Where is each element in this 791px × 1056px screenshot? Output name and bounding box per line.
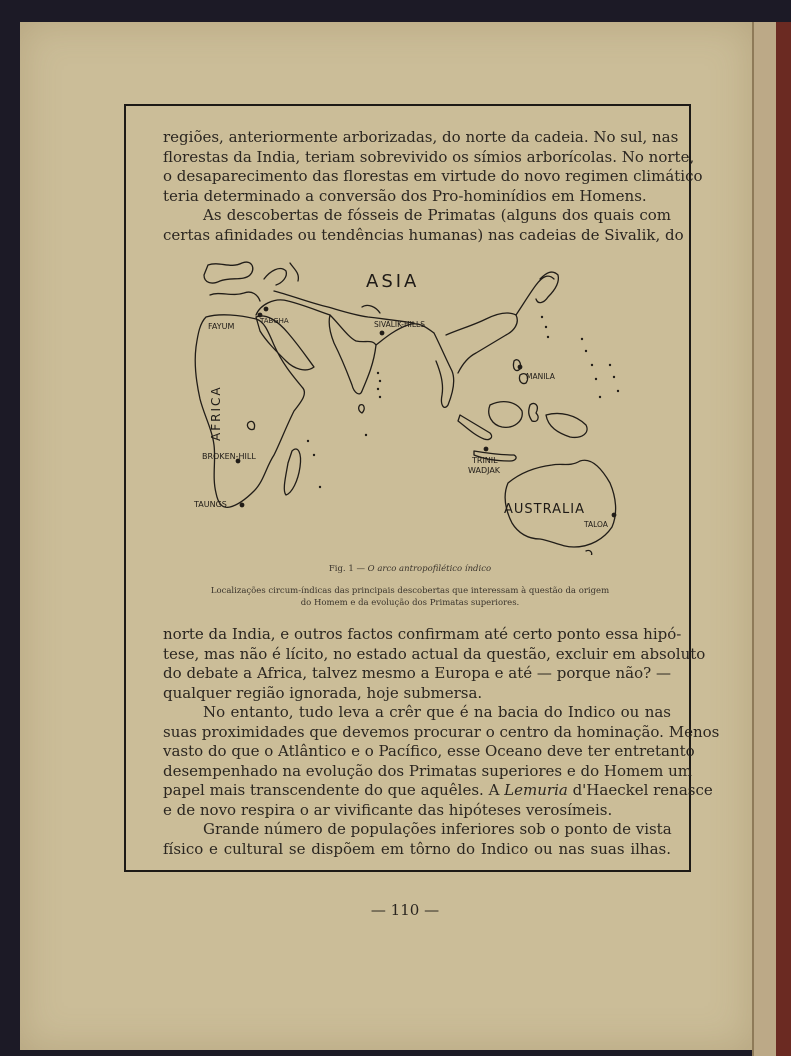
paragraph-line: norte da India, e outros factos confirmam até certo ponto essa hipó- — [163, 625, 682, 643]
paragraph-4 — [163, 703, 720, 820]
india-coast — [329, 315, 376, 394]
paragraph-line: suas proximidades que devemos procurar o centro da hominação. Menos — [163, 722, 720, 741]
sivalik-hills-line — [362, 305, 380, 313]
caption-prefix: Fig. 1 — — [328, 564, 368, 574]
label-africa: AFRICA — [209, 385, 223, 441]
paragraph-line: certas afinidades ou tendências humanas) nas cadeias de Sivalik, do — [163, 225, 684, 244]
label-sivalik-hills: SIVALIK-HILLS — [374, 320, 425, 329]
paragraph-line: desempenhado na evolução dos Primatas superiores e do Homem um — [163, 761, 693, 780]
europe-coast — [204, 262, 253, 283]
paragraph-line: e de novo respira o ar vivificante das hipóteses verosímeis. — [163, 800, 613, 819]
paragraph-line: As descobertas de fósseis de Primatas (alguns dos quais com — [203, 206, 671, 224]
figure-caption-line-2: do Homem e da evolução dos Primatas superiores. — [300, 598, 520, 608]
ceylon — [359, 405, 364, 413]
paragraph-1 — [163, 128, 703, 206]
label-wadjak: WADJAK — [468, 466, 501, 475]
paragraph-line: regiões, anteriormente arborizadas, do norte da cadeia. No sul, nas — [163, 128, 679, 146]
label-taloa: TALOA — [584, 520, 608, 529]
black-sea — [264, 269, 286, 285]
new-guinea — [546, 413, 587, 437]
paragraph-5 — [163, 820, 671, 859]
line-end: d'Haeckel renasce — [567, 781, 713, 799]
paragraph-2 — [163, 206, 684, 245]
borneo — [489, 402, 523, 428]
tabgha-marker — [264, 307, 269, 312]
paragraph-line: qualquer região ignorada, hoje submersa. — [163, 683, 483, 702]
figure-caption-line-1: Localizações circum-índicas das principais descobertas que interessam à questão da origem — [210, 586, 610, 596]
figure-map — [190, 255, 630, 555]
lemuria-term: Lemuria — [504, 781, 568, 799]
label-manila: MANILA — [526, 372, 555, 381]
caspian-sea — [290, 263, 298, 281]
paragraph-line: físico e cultural se dispõem em tôrno do Indico ou nas suas ilhas. — [163, 839, 671, 858]
page-number: — 110 — — [370, 901, 440, 919]
paragraph-line — [163, 781, 713, 801]
mediterranean-coast — [210, 292, 260, 301]
sivalik-marker — [380, 331, 385, 336]
book-cover-edge — [776, 22, 791, 1056]
label-fayum: FAYUM — [208, 322, 235, 331]
label-trinil: TRINIL — [472, 456, 498, 465]
taungs-marker — [240, 503, 245, 508]
label-tabgha: TABGHA — [260, 317, 289, 325]
paragraph-line: tese, mas não é lícito, no estado actual da questão, excluir em absoluto — [163, 644, 706, 663]
label-australia: AUSTRALIA — [504, 502, 585, 517]
manila-marker — [518, 365, 523, 370]
paragraph-line: florestas da India, teriam sobrevivido os símios arborícolas. No norte, — [163, 147, 695, 166]
himalaya-range — [274, 291, 414, 323]
indian-ocean-map — [190, 255, 630, 555]
tasmania — [586, 550, 592, 555]
paragraph-line: vasto do que o Atlântico e o Pacífico, esse Oceano deve ter entretanto — [163, 742, 695, 760]
label-taungs: TAUNGS — [194, 500, 227, 509]
caption-title: O arco antropofilético índico — [367, 564, 492, 574]
sumatra — [458, 415, 492, 440]
paragraph-line: do debate a Africa, talvez mesmo a Europa e até — porque não? — — [163, 664, 671, 682]
trinil-marker — [484, 447, 489, 452]
label-broken-hill: BROKEN-HILL — [202, 452, 256, 461]
celebes — [529, 403, 538, 421]
indochina-coast — [434, 333, 454, 407]
paragraph-line: o desaparecimento das florestas em virtude do novo regimen climático — [163, 167, 703, 185]
china-coast — [446, 313, 517, 373]
korea-coast — [516, 276, 554, 315]
paragraph-line: teria determinado a conversão dos Pro-hominídios em Homens. — [163, 186, 647, 205]
paragraph-line: No entanto, tudo leva a crêr que é na bacia do Indico ou nas — [203, 703, 671, 721]
line-start: papel mais transcendente do que aquêles. A — [163, 781, 505, 799]
madagascar — [284, 449, 300, 495]
label-asia: ASIA — [366, 271, 420, 292]
taloa-marker — [612, 513, 617, 518]
paragraph-3 — [163, 625, 706, 703]
lake-victoria — [247, 421, 254, 429]
figure-caption-title — [190, 563, 630, 575]
paragraph-line: Grande número de populações inferiores sob o ponto de vista — [203, 820, 672, 838]
